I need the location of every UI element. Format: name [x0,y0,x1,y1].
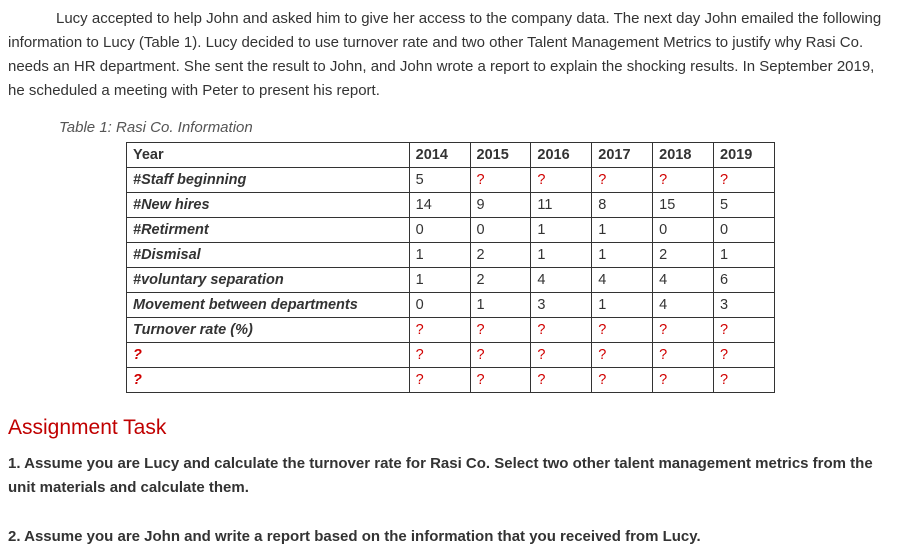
table-cell: 1 [470,293,531,318]
row-label: #voluntary separation [127,268,410,293]
task-2: 2. Assume you are John and write a report based on the information that you received from Lucy. [8,528,701,545]
table-cell: ? [470,318,531,343]
row-label: ? [127,343,410,368]
table-body [127,168,775,393]
table-row [127,268,775,293]
table-cell: 0 [714,218,775,243]
table-cell: 1 [592,218,653,243]
row-label: ? [127,368,410,393]
table-row [127,218,775,243]
table-cell: 2 [470,243,531,268]
table-cell: 0 [409,293,470,318]
table-caption: Table 1: Rasi Co. Information [59,119,253,136]
table-cell: ? [470,343,531,368]
table-row [127,368,775,393]
table-cell: ? [409,343,470,368]
table-row [127,318,775,343]
table-cell: 1 [409,268,470,293]
table-row [127,293,775,318]
table-cell: ? [653,343,714,368]
header-year: 2016 [531,143,592,168]
table-cell: 6 [714,268,775,293]
table-row [127,193,775,218]
table-cell: ? [531,368,592,393]
table-cell: ? [531,343,592,368]
table-cell: 0 [409,218,470,243]
table-cell: ? [592,343,653,368]
table-cell: 1 [592,243,653,268]
row-label: Turnover rate (%) [127,318,410,343]
table-cell: ? [714,318,775,343]
task-1: 1. Assume you are Lucy and calculate the turnover rate for Rasi Co. Select two other talent management metrics from the unit materials and calculate them. [8,455,873,496]
table-cell: ? [653,318,714,343]
rasi-info-table [126,142,775,393]
table-cell: 3 [714,293,775,318]
table-cell: 1 [592,293,653,318]
header-year: 2017 [592,143,653,168]
table-row [127,343,775,368]
table-cell: ? [409,368,470,393]
intro-paragraph [8,7,894,103]
assignment-heading: Assignment Task [8,416,167,439]
table-cell: 2 [653,243,714,268]
table-cell: ? [592,168,653,193]
row-label: #Retirment [127,218,410,243]
table-row [127,168,775,193]
table-cell: 11 [531,193,592,218]
table-cell: 0 [653,218,714,243]
table-cell: 4 [592,268,653,293]
table-cell: 5 [714,193,775,218]
table-cell: 15 [653,193,714,218]
table-cell: 8 [592,193,653,218]
row-label: #Staff beginning [127,168,410,193]
table-cell: ? [653,168,714,193]
intro-text: Lucy accepted to help John and asked him to give her access to the company data. The next day John emailed the following information to Lucy (Table 1). Lucy decided to use turnover rate and two other Talent Management Metrics to justify why Rasi Co. needs an HR department. She sent the result to John, and John wrote a report to explain the shocking results. In September 2019, he scheduled a meeting with Peter to present his report. [8,10,882,99]
table-cell: ? [714,343,775,368]
table-cell: 1 [531,218,592,243]
table-cell: 0 [470,218,531,243]
table-cell: 9 [470,193,531,218]
table-cell: 5 [409,168,470,193]
table-cell: 4 [653,268,714,293]
table-cell: ? [409,318,470,343]
header-year: 2018 [653,143,714,168]
table-cell: ? [470,368,531,393]
header-year: 2015 [470,143,531,168]
table-header-row [127,143,775,168]
header-year: 2019 [714,143,775,168]
table-cell: ? [714,168,775,193]
table-cell: 3 [531,293,592,318]
table-cell: ? [714,368,775,393]
table-cell: ? [653,368,714,393]
table-cell: ? [531,318,592,343]
row-label: Movement between departments [127,293,410,318]
row-label: #Dismisal [127,243,410,268]
table-row [127,243,775,268]
row-label: #New hires [127,193,410,218]
table-cell: 1 [409,243,470,268]
header-label-year: Year [127,143,410,168]
table-cell: 1 [714,243,775,268]
table-cell: 14 [409,193,470,218]
table-cell: ? [592,318,653,343]
table-cell: 4 [653,293,714,318]
table-cell: 4 [531,268,592,293]
header-year: 2014 [409,143,470,168]
table-cell: ? [531,168,592,193]
table-cell: ? [592,368,653,393]
table-cell: ? [470,168,531,193]
table-cell: 2 [470,268,531,293]
table-cell: 1 [531,243,592,268]
